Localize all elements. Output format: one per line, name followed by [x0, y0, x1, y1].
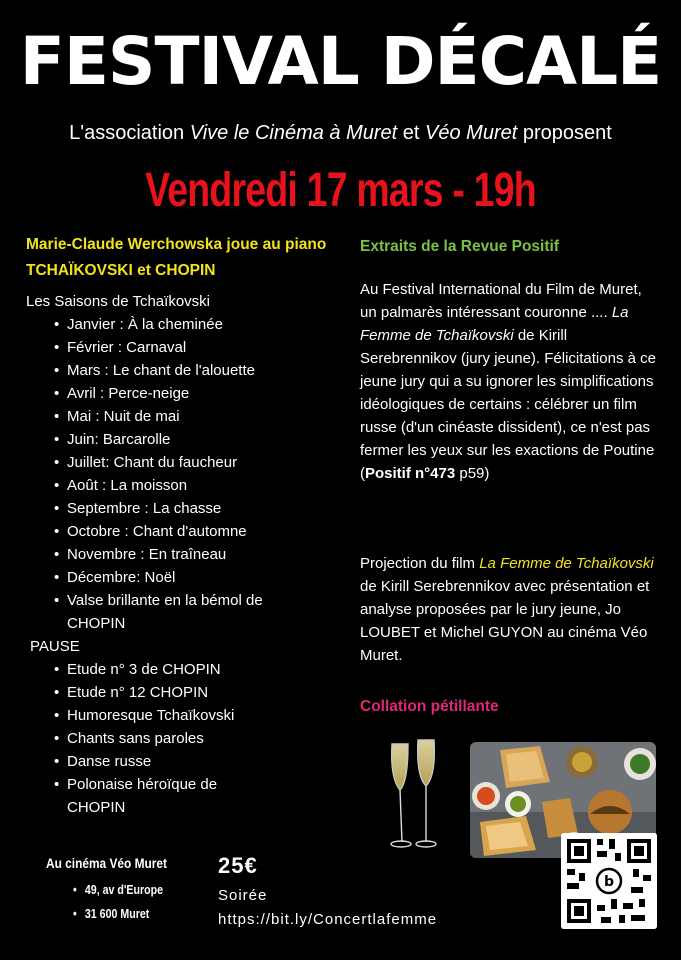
- list-item: • 49, av d'Europe: [73, 878, 171, 902]
- svg-text:b: b: [603, 874, 615, 890]
- list-item: • Janvier : À la cheminée: [54, 313, 346, 336]
- review-heading: Extraits de la Revue Positif: [360, 238, 559, 255]
- performance-heading: Marie-Claude Werchowska joue au piano TCHAÏKOVSKI et CHOPIN: [26, 236, 327, 279]
- cinema-name: Véo Muret: [425, 122, 518, 144]
- champagne-glasses-icon: [386, 738, 442, 858]
- ticket-link[interactable]: https://bit.ly/Concertlafemme: [218, 911, 438, 928]
- list-item: • Avril : Perce-neige: [54, 382, 346, 405]
- venue-name: Au cinéma Véo Muret: [46, 855, 168, 871]
- film-title: La Femme de Tchaïkovski: [360, 304, 629, 344]
- pause-label: PAUSE: [30, 638, 80, 655]
- poster-title: FESTIVAL DÉCALÉ: [19, 23, 662, 100]
- projection-text: Projection du film La Femme de Tchaïkovski de Kirill Serebrennikov avec présentation et analyse proposées par le jury jeune, Jo LOUBET et Michel GUYON au cinéma Véo Muret.: [360, 555, 654, 664]
- list-item: • Mai : Nuit de mai: [54, 405, 346, 428]
- qr-code-icon: [561, 833, 657, 929]
- poster-subtitle: L'association Vive le Cinéma à Muret et Véo Muret proposent: [69, 122, 612, 144]
- venue-address: [46, 878, 188, 926]
- list-item: • Mars : Le chant de l'alouette: [54, 359, 346, 382]
- seasons-list: [26, 313, 346, 635]
- magazine-reference: Positif n°473: [365, 465, 456, 482]
- event-date: Vendredi 17 mars - 19h: [145, 164, 536, 217]
- list-item: • Novembre : En traîneau: [54, 543, 346, 566]
- concert-program: [26, 290, 346, 819]
- venue-info: [46, 852, 188, 926]
- list-item: • Septembre : La chasse: [54, 497, 346, 520]
- list-item: • Août : La moisson: [54, 474, 346, 497]
- second-part-list: [26, 658, 346, 819]
- ticket-price: 25€: [218, 853, 258, 878]
- review-text: Au Festival International du Film de Muret, un palmarès intéressant couronne .... La Femme de Tchaïkovski de Kirill Serebrennikov (jury jeune). Félicitations à ce jeune jury qui a su ignorer les simplifications idéologiques de certains : célébrer un film russe (d'un cinéaste dissident), ce n'est pas fermer les yeux sur les exactions de Poutine (Positif n°473 p59): [360, 281, 656, 482]
- list-item: • 31 600 Muret: [73, 902, 171, 926]
- list-item: • Etude n° 3 de CHOPIN: [54, 658, 346, 681]
- program-intro: Les Saisons de Tchaïkovski: [26, 293, 210, 310]
- list-item: • Polonaise héroïque de CHOPIN: [54, 773, 346, 819]
- list-item: • Humoresque Tchaïkovski: [54, 704, 346, 727]
- list-item: • Juillet: Chant du faucheur: [54, 451, 346, 474]
- collation-heading: Collation pétillante: [360, 698, 499, 715]
- ticket-label: Soirée: [218, 887, 268, 904]
- association-name: Vive le Cinéma à Muret: [189, 122, 398, 144]
- list-item: • Chants sans paroles: [54, 727, 346, 750]
- list-item: • Octobre : Chant d'automne: [54, 520, 346, 543]
- film-title: La Femme de Tchaïkovski: [479, 555, 654, 572]
- list-item: • Juin: Barcarolle: [54, 428, 346, 451]
- list-item: • Danse russe: [54, 750, 346, 773]
- list-item: • Décembre: Noël: [54, 566, 346, 589]
- list-item: • Valse brillante en la bémol de CHOPIN: [54, 589, 346, 635]
- list-item: • Février : Carnaval: [54, 336, 346, 359]
- list-item: • Etude n° 12 CHOPIN: [54, 681, 346, 704]
